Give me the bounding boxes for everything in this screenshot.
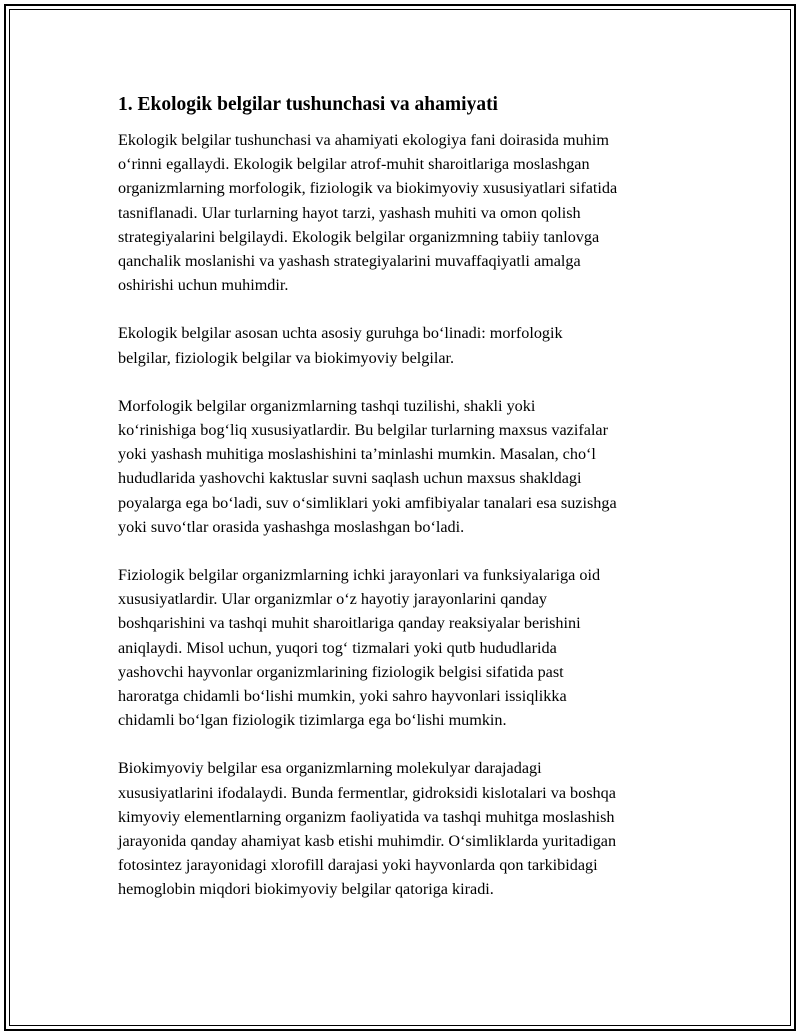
paragraph — [118, 756, 698, 901]
paragraph-line: Fiziologik belgilar organizmlarning ichki jarayonlari va funksiyalariga oid — [118, 566, 601, 585]
document-body — [118, 92, 698, 926]
paragraph-line: yoki yashash muhitiga moslashishini taʼminlashi mumkin. Masalan, choʻl — [118, 445, 596, 464]
paragraph-line: qanchalik moslanishi va yashash strategiyalarini muvaffaqiyatli amalga — [118, 252, 581, 271]
paragraph-line: oʻrinni egallaydi. Ekologik belgilar atrof-muhit sharoitlariga moslashgan — [118, 155, 590, 174]
paragraph-line: jarayonida qanday ahamiyat kasb etishi muhimdir. Oʻsimliklarda yuritadigan — [118, 832, 617, 851]
paragraph-line: Ekologik belgilar asosan uchta asosiy guruhga boʻlinadi: morfologik — [118, 324, 563, 343]
paragraph-line: chidamli boʻlgan fiziologik tizimlarga ega boʻlishi mumkin. — [118, 711, 507, 730]
paragraph — [118, 321, 698, 369]
section-heading: 1. Ekologik belgilar tushunchasi va ahamiyati — [118, 94, 498, 115]
paragraph-line: poyalarga ega boʻladi, suv oʻsimliklari yoki amfibiyalar tanalari esa suzishga — [118, 493, 617, 512]
paragraph-line: belgilar, fiziologik belgilar va biokimyoviy belgilar. — [118, 348, 455, 367]
paragraph — [118, 128, 698, 297]
paragraph-list — [118, 128, 698, 902]
paragraph — [118, 394, 698, 539]
paragraph-line: Morfologik belgilar organizmlarning tashqi tuzilishi, shakli yoki — [118, 396, 536, 415]
paragraph-line: hududlarida yashovchi kaktuslar suvni saqlash uchun maxsus shakldagi — [118, 469, 582, 488]
paragraph — [118, 563, 698, 732]
paragraph-line: aniqlaydi. Misol uchun, yuqori togʻ tizmalari yoki qutb hududlarida — [118, 638, 557, 657]
paragraph-line: yashovchi hayvonlar organizmlarining fiziologik belgisi sifatida past — [118, 662, 564, 681]
paragraph-line: strategiyalarini belgilaydi. Ekologik belgilar organizmning tabiiy tanlovga — [118, 227, 600, 246]
paragraph-line: haroratga chidamli boʻlishi mumkin, yoki sahro hayvonlari issiqlikka — [118, 687, 567, 706]
paragraph-line: organizmlarning morfologik, fiziologik va biokimyoviy xususiyatlari sifatida — [118, 179, 618, 198]
paragraph-line: tasniflanadi. Ular turlarning hayot tarzi, yashash muhiti va omon qolish — [118, 203, 581, 222]
paragraph-line: boshqarishini va tashqi muhit sharoitlariga qanday reaksiyalar berishini — [118, 614, 581, 633]
paragraph-line: hemoglobin miqdori biokimyoviy belgilar qatoriga kiradi. — [118, 880, 494, 899]
paragraph-line: yoki suvoʻtlar orasida yashashga moslashgan boʻladi. — [118, 517, 465, 536]
paragraph-line: fotosintez jarayonidagi xlorofill darajasi yoki hayvonlarda qon tarkibidagi — [118, 856, 598, 875]
paragraph-line: kimyoviy elementlarning organizm faoliyatida va tashqi muhitga moslashish — [118, 807, 615, 826]
paragraph-line: oshirishi uchun muhimdir. — [118, 276, 289, 295]
paragraph-line: Biokimyoviy belgilar esa organizmlarning molekulyar darajadagi — [118, 759, 542, 778]
paragraph-line: xususiyatlardir. Ular organizmlar oʻz hayotiy jarayonlarini qanday — [118, 590, 547, 609]
paragraph-line: xususiyatlarini ifodalaydi. Bunda fermentlar, gidroksidi kislotalari va boshqa — [118, 783, 616, 802]
paragraph-line: koʻrinishiga bogʻliq xususiyatlardir. Bu belgilar turlarning maxsus vazifalar — [118, 421, 609, 440]
paragraph-line: Ekologik belgilar tushunchasi va ahamiyati ekologiya fani doirasida muhim — [118, 131, 609, 149]
